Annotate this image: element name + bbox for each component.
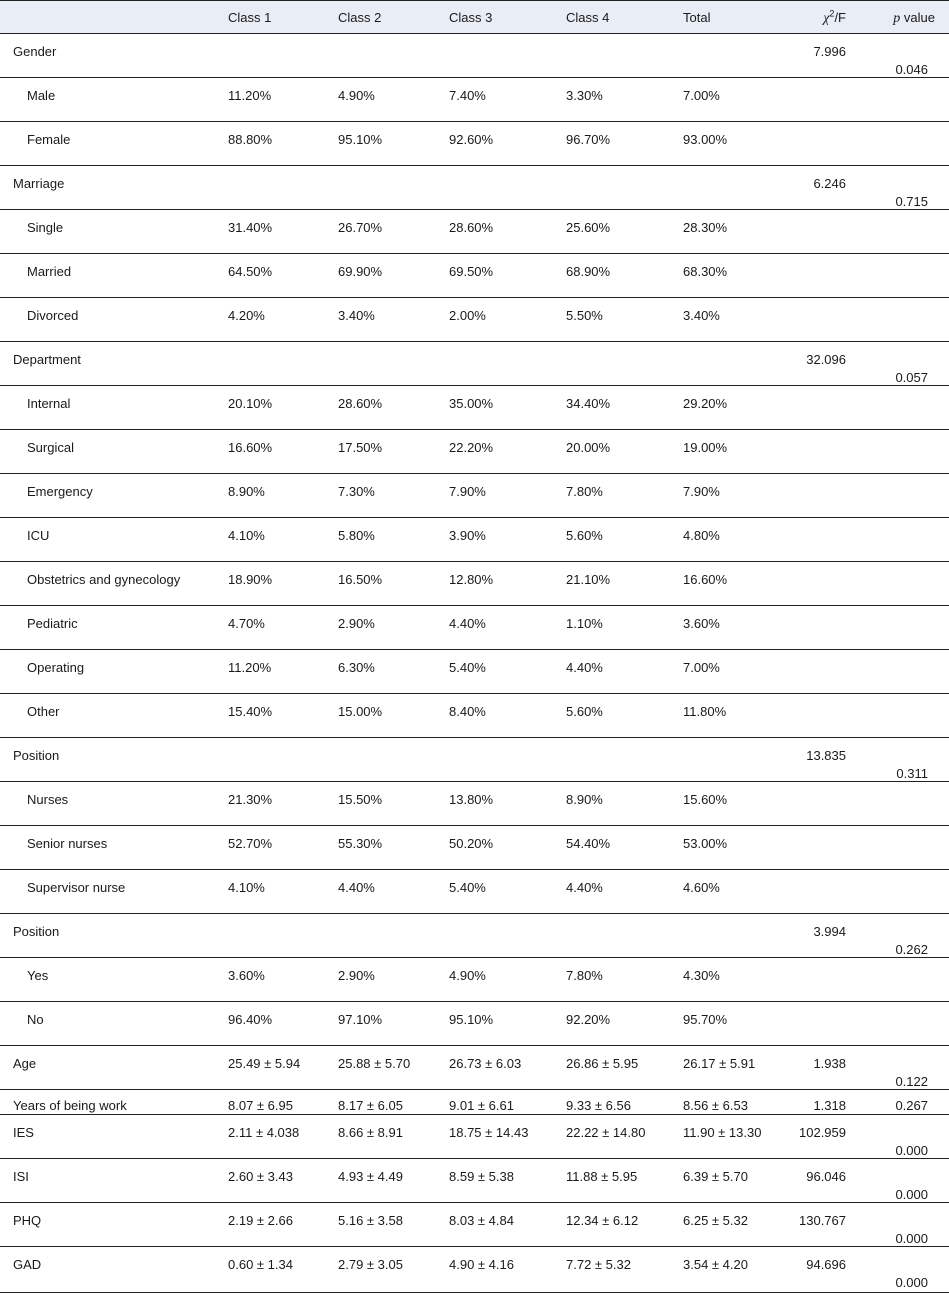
cell-class-3: 8.59 ± 5.38 <box>449 1169 514 1184</box>
header-class-1: Class 1 <box>228 10 272 25</box>
table-row <box>0 650 949 694</box>
cell-class-4: 5.60% <box>566 704 603 719</box>
cell-class-2: 26.70% <box>338 220 383 235</box>
cell-chi-square-f: 1.938 <box>813 1056 846 1071</box>
cell-class-4: 12.34 ± 6.12 <box>566 1213 639 1228</box>
table-row <box>0 1046 949 1090</box>
cell-class-3: 8.40% <box>449 704 486 719</box>
table-row <box>0 562 949 606</box>
row-label-single: Single <box>27 220 64 235</box>
table-row <box>0 342 949 386</box>
cell-total: 19.00% <box>683 440 728 455</box>
cell-class-1: 96.40% <box>228 1012 273 1027</box>
cell-class-3: 26.73 ± 6.03 <box>449 1056 522 1071</box>
row-label-gad: GAD <box>13 1257 42 1272</box>
table-row <box>0 34 949 78</box>
row-label-position: Position <box>13 924 60 939</box>
cell-class-4: 4.40% <box>566 880 603 895</box>
cell-total: 26.17 ± 5.91 <box>683 1056 756 1071</box>
table-row <box>0 694 949 738</box>
cell-p-value: 0.057 <box>895 370 928 385</box>
cell-class-3: 2.00% <box>449 308 486 323</box>
cell-class-3: 50.20% <box>449 836 494 851</box>
table-row <box>0 1247 949 1293</box>
table-row <box>0 1115 949 1159</box>
cell-total: 7.00% <box>683 660 720 675</box>
cell-class-4: 7.80% <box>566 968 603 983</box>
table-row <box>0 474 949 518</box>
cell-class-4: 11.88 ± 5.95 <box>566 1169 638 1184</box>
cell-class-3: 35.00% <box>449 396 494 411</box>
row-label-age: Age <box>13 1056 37 1071</box>
table-row <box>0 870 949 914</box>
cell-class-1: 11.20% <box>228 660 272 675</box>
cell-class-2: 7.30% <box>338 484 375 499</box>
cell-class-4: 8.90% <box>566 792 603 807</box>
cell-chi-square-f: 94.696 <box>806 1257 846 1272</box>
cell-chi-square-f: 96.046 <box>806 1169 846 1184</box>
cell-class-4: 5.60% <box>566 528 603 543</box>
table-row <box>0 958 949 1002</box>
cell-class-4: 68.90% <box>566 264 611 279</box>
cell-chi-square-f: 6.246 <box>813 176 846 191</box>
cell-class-4: 3.30% <box>566 88 603 103</box>
row-label-marriage: Marriage <box>13 176 65 191</box>
cell-class-3: 12.80% <box>449 572 494 587</box>
cell-total: 11.90 ± 13.30 <box>683 1125 762 1140</box>
cell-class-1: 2.11 ± 4.038 <box>228 1125 300 1140</box>
cell-class-4: 92.20% <box>566 1012 611 1027</box>
cell-class-2: 55.30% <box>338 836 383 851</box>
cell-total: 4.60% <box>683 880 720 895</box>
cell-total: 7.00% <box>683 88 720 103</box>
table-row <box>0 386 949 430</box>
table-row <box>0 914 949 958</box>
cell-class-3: 22.20% <box>449 440 494 455</box>
cell-class-1: 2.60 ± 3.43 <box>228 1169 293 1184</box>
cell-class-3: 69.50% <box>449 264 494 279</box>
row-label-years-of-being-work: Years of being work <box>13 1098 127 1113</box>
cell-class-2: 4.40% <box>338 880 375 895</box>
cell-p-value: 0.262 <box>895 942 928 957</box>
row-label-divorced: Divorced <box>27 308 79 323</box>
table-row <box>0 298 949 342</box>
cell-chi-square-f: 3.994 <box>813 924 846 939</box>
cell-total: 95.70% <box>683 1012 728 1027</box>
table-header <box>0 0 949 34</box>
row-label-female: Female <box>27 132 71 147</box>
cell-class-2: 17.50% <box>338 440 383 455</box>
table-row <box>0 782 949 826</box>
table-row <box>0 518 949 562</box>
row-label-obstetrics-and-gynecology: Obstetrics and gynecology <box>27 572 181 587</box>
cell-class-3: 7.90% <box>449 484 486 499</box>
cell-class-4: 22.22 ± 14.80 <box>566 1125 646 1140</box>
row-label-other: Other <box>27 704 60 719</box>
cell-class-3: 9.01 ± 6.61 <box>449 1098 514 1113</box>
cell-chi-square-f: 32.096 <box>806 352 846 367</box>
cell-p-value: 0.000 <box>895 1143 928 1158</box>
row-label-emergency: Emergency <box>27 484 93 499</box>
cell-total: 4.80% <box>683 528 720 543</box>
header-total: Total <box>683 10 711 25</box>
cell-total: 68.30% <box>683 264 728 279</box>
cell-total: 8.56 ± 6.53 <box>683 1098 748 1113</box>
cell-total: 6.25 ± 5.32 <box>683 1213 748 1228</box>
cell-class-2: 95.10% <box>338 132 383 147</box>
cell-class-4: 7.72 ± 5.32 <box>566 1257 631 1272</box>
cell-class-1: 8.90% <box>228 484 265 499</box>
cell-class-4: 5.50% <box>566 308 603 323</box>
row-label-surgical: Surgical <box>27 440 74 455</box>
cell-class-1: 18.90% <box>228 572 273 587</box>
cell-class-1: 21.30% <box>228 792 273 807</box>
cell-chi-square-f: 130.767 <box>799 1213 846 1228</box>
cell-class-1: 16.60% <box>228 440 273 455</box>
cell-class-2: 2.79 ± 3.05 <box>338 1257 403 1272</box>
row-label-isi: ISI <box>13 1169 29 1184</box>
cell-class-2: 5.80% <box>338 528 375 543</box>
cell-class-3: 5.40% <box>449 660 486 675</box>
cell-class-1: 8.07 ± 6.95 <box>228 1098 293 1113</box>
cell-class-1: 4.10% <box>228 528 265 543</box>
cell-class-2: 5.16 ± 3.58 <box>338 1213 403 1228</box>
cell-class-4: 9.33 ± 6.56 <box>566 1098 631 1113</box>
cell-class-1: 64.50% <box>228 264 273 279</box>
cell-class-1: 31.40% <box>228 220 273 235</box>
cell-class-3: 92.60% <box>449 132 494 147</box>
cell-chi-square-f: 102.959 <box>799 1125 846 1140</box>
row-label-phq: PHQ <box>13 1213 42 1228</box>
cell-total: 16.60% <box>683 572 728 587</box>
table-row <box>0 826 949 870</box>
cell-chi-square-f: 7.996 <box>813 44 846 59</box>
cell-total: 53.00% <box>683 836 728 851</box>
cell-class-1: 52.70% <box>228 836 273 851</box>
table-row <box>0 166 949 210</box>
row-label-icu: ICU <box>27 528 50 543</box>
row-label-internal: Internal <box>27 396 71 411</box>
cell-total: 11.80% <box>683 704 727 719</box>
cell-class-2: 15.50% <box>338 792 383 807</box>
row-label-ies: IES <box>13 1125 34 1140</box>
cell-chi-square-f: 1.318 <box>813 1098 846 1113</box>
cell-class-1: 11.20% <box>228 88 272 103</box>
cell-class-3: 4.90% <box>449 968 486 983</box>
header-class-2: Class 2 <box>338 10 382 25</box>
cell-total: 6.39 ± 5.70 <box>683 1169 748 1184</box>
cell-class-2: 69.90% <box>338 264 383 279</box>
cell-class-3: 13.80% <box>449 792 494 807</box>
cell-total: 3.40% <box>683 308 720 323</box>
cell-class-3: 7.40% <box>449 88 486 103</box>
cell-class-2: 16.50% <box>338 572 383 587</box>
cell-class-4: 7.80% <box>566 484 603 499</box>
cell-class-4: 21.10% <box>566 572 611 587</box>
cell-total: 7.90% <box>683 484 720 499</box>
cell-class-4: 20.00% <box>566 440 611 455</box>
table-row <box>0 122 949 166</box>
row-label-department: Department <box>13 352 81 367</box>
cell-p-value: 0.000 <box>895 1275 928 1290</box>
cell-class-2: 8.66 ± 8.91 <box>338 1125 403 1140</box>
row-label-senior-nurses: Senior nurses <box>27 836 108 851</box>
cell-class-2: 6.30% <box>338 660 375 675</box>
cell-p-value: 0.311 <box>896 766 928 781</box>
cell-class-3: 95.10% <box>449 1012 494 1027</box>
cell-total: 15.60% <box>683 792 728 807</box>
cell-class-4: 26.86 ± 5.95 <box>566 1056 639 1071</box>
cell-class-3: 4.40% <box>449 616 486 631</box>
cell-p-value: 0.000 <box>895 1187 928 1202</box>
cell-total: 93.00% <box>683 132 728 147</box>
row-label-married: Married <box>27 264 72 279</box>
cell-total: 4.30% <box>683 968 720 983</box>
cell-class-1: 88.80% <box>228 132 273 147</box>
cell-class-3: 8.03 ± 4.84 <box>449 1213 514 1228</box>
cell-class-1: 15.40% <box>228 704 273 719</box>
cell-class-2: 4.93 ± 4.49 <box>338 1169 403 1184</box>
cell-class-2: 2.90% <box>338 968 375 983</box>
row-label-nurses: Nurses <box>27 792 69 807</box>
cell-total: 29.20% <box>683 396 728 411</box>
row-label-supervisor-nurse: Supervisor nurse <box>27 880 126 895</box>
cell-class-1: 0.60 ± 1.34 <box>228 1257 293 1272</box>
cell-p-value: 0.046 <box>895 62 928 77</box>
cell-class-2: 4.90% <box>338 88 375 103</box>
table-row <box>0 1090 949 1115</box>
cell-class-1: 2.19 ± 2.66 <box>228 1213 293 1228</box>
cell-total: 3.60% <box>683 616 720 631</box>
cell-class-3: 28.60% <box>449 220 494 235</box>
cell-class-2: 97.10% <box>338 1012 383 1027</box>
table-row <box>0 1159 949 1203</box>
cell-class-1: 4.10% <box>228 880 265 895</box>
row-label-position: Position <box>13 748 60 763</box>
header-class-4: Class 4 <box>566 10 610 25</box>
cell-class-1: 3.60% <box>228 968 265 983</box>
cell-class-2: 28.60% <box>338 396 383 411</box>
header-chi-square-f: $\chi^2/F$ <box>823 8 846 26</box>
table-row <box>0 210 949 254</box>
cell-class-2: 8.17 ± 6.05 <box>338 1098 403 1113</box>
cell-p-value: 0.715 <box>895 194 928 209</box>
cell-class-2: 2.90% <box>338 616 375 631</box>
cell-p-value: 0.122 <box>895 1074 928 1089</box>
cell-class-3: 5.40% <box>449 880 486 895</box>
cell-class-2: 25.88 ± 5.70 <box>338 1056 411 1071</box>
cell-class-4: 1.10% <box>566 616 603 631</box>
row-label-no: No <box>27 1012 44 1027</box>
cell-class-4: 54.40% <box>566 836 611 851</box>
header-p-value: p value <box>893 10 935 26</box>
cell-class-3: 18.75 ± 14.43 <box>449 1125 529 1140</box>
table-row <box>0 78 949 122</box>
cell-class-1: 4.20% <box>228 308 265 323</box>
table-row <box>0 738 949 782</box>
row-label-gender: Gender <box>13 44 57 59</box>
cell-chi-square-f: 13.835 <box>806 748 846 763</box>
table-row <box>0 606 949 650</box>
cell-class-2: 3.40% <box>338 308 375 323</box>
cell-class-4: 25.60% <box>566 220 611 235</box>
row-label-yes: Yes <box>27 968 49 983</box>
row-label-male: Male <box>27 88 56 103</box>
table-row <box>0 430 949 474</box>
cell-class-1: 25.49 ± 5.94 <box>228 1056 301 1071</box>
cell-class-1: 20.10% <box>228 396 273 411</box>
cell-class-3: 4.90 ± 4.16 <box>449 1257 514 1272</box>
cell-total: 3.54 ± 4.20 <box>683 1257 748 1272</box>
table-row <box>0 1002 949 1046</box>
cell-class-2: 15.00% <box>338 704 383 719</box>
table-row <box>0 1203 949 1247</box>
cell-class-4: 96.70% <box>566 132 611 147</box>
cell-p-value: 0.267 <box>895 1098 928 1113</box>
cell-total: 28.30% <box>683 220 728 235</box>
cell-p-value: 0.000 <box>895 1231 928 1246</box>
cell-class-1: 4.70% <box>228 616 265 631</box>
row-label-operating: Operating <box>27 660 85 675</box>
row-label-pediatric: Pediatric <box>27 616 78 631</box>
cell-class-3: 3.90% <box>449 528 486 543</box>
header-class-3: Class 3 <box>449 10 493 25</box>
cell-class-4: 34.40% <box>566 396 611 411</box>
cell-class-4: 4.40% <box>566 660 603 675</box>
table-row <box>0 254 949 298</box>
